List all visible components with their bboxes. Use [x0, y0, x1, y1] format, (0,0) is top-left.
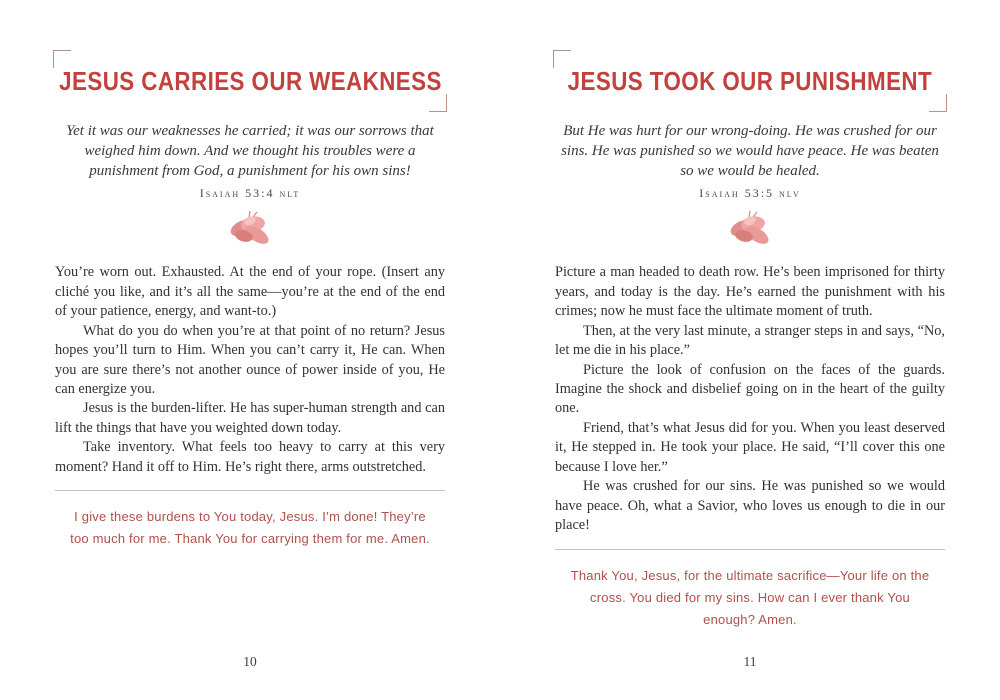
chapter-title: JESUS CARRIES OUR WEAKNESS	[58, 65, 442, 96]
corner-bracket-bottom-right-icon	[429, 94, 447, 112]
body-paragraph: Friend, that’s what Jesus did for you. When you least deserved it, He stepped in. He took your place. He said, “I’ll cover this one because I love her.”	[555, 419, 945, 475]
devotional-body	[555, 263, 945, 535]
chapter-title-block	[55, 48, 445, 106]
page-right	[500, 0, 1000, 700]
prayer-text: Thank You, Jesus, for the ultimate sacrifice—Your life on the cross. You died for my sins. How can I ever thank You enough? Amen.	[570, 567, 930, 627]
body-paragraph: You’re worn out. Exhausted. At the end of your rope. (Insert any cliché you like, and it’s all the same—you’re at the end of the end of your patience, energy, and want-to.)	[55, 264, 445, 320]
flower-ornament	[55, 207, 445, 255]
flower-icon	[723, 207, 777, 253]
scripture-verse: But He was hurt for our wrong-doing. He was crushed for our sins. He was punished so we would have peace. He was beaten so we would be healed.	[561, 123, 939, 179]
devotional-body	[55, 263, 445, 477]
chapter-title: JESUS TOOK OUR PUNISHMENT	[567, 65, 933, 96]
scripture-reference: Isaiah 53:4 nlt	[199, 186, 301, 201]
flower-icon	[223, 207, 277, 253]
chapter-title-block	[555, 48, 945, 106]
scripture-verse: Yet it was our weaknesses he carried; it was our sorrows that weighed him down. And we thought his troubles were a punishment from God, a punishment for his own sins!	[66, 123, 434, 179]
body-paragraph: Take inventory. What feels too heavy to carry at this very moment? Hand it off to Him. He’s right there, arms outstretched.	[55, 439, 445, 475]
prayer-text: I give these burdens to You today, Jesus. I’m done! They’re too much for me. Thank You for carrying them for me. Amen.	[70, 509, 430, 547]
corner-bracket-bottom-right-icon	[929, 94, 947, 112]
body-paragraph: Jesus is the burden-lifter. He has super-human strength and can lift the things that have you weighted down today.	[55, 400, 445, 436]
body-paragraph: He was crushed for our sins. He was punished so we would have peace. Oh, what a Savior, who loves us enough to die in our place!	[555, 478, 945, 534]
page-number: 11	[743, 654, 757, 669]
page-number: 10	[243, 654, 257, 669]
scripture-reference: Isaiah 53:5 nlv	[699, 186, 801, 201]
body-paragraph: What do you do when you’re at that point of no return? Jesus hopes you’ll turn to Him. When you can’t carry it, He can. When you are sure there’s not another ounce of power inside of you, He can energize you.	[55, 322, 445, 398]
prayer-divider	[55, 490, 445, 491]
prayer-divider	[555, 549, 945, 550]
body-paragraph: Picture the look of confusion on the faces of the guards. Imagine the shock and disbelief going on in the heart of the guilty one.	[555, 361, 945, 417]
body-paragraph: Then, at the very last minute, a stranger steps in and says, “No, let me die in his place.”	[555, 322, 945, 359]
body-paragraph: Picture a man headed to death row. He’s been imprisoned for thirty years, and today is the day. He’s earned the punishment with his crimes; now he must face the ultimate moment of truth.	[555, 264, 945, 320]
flower-ornament	[555, 207, 945, 255]
